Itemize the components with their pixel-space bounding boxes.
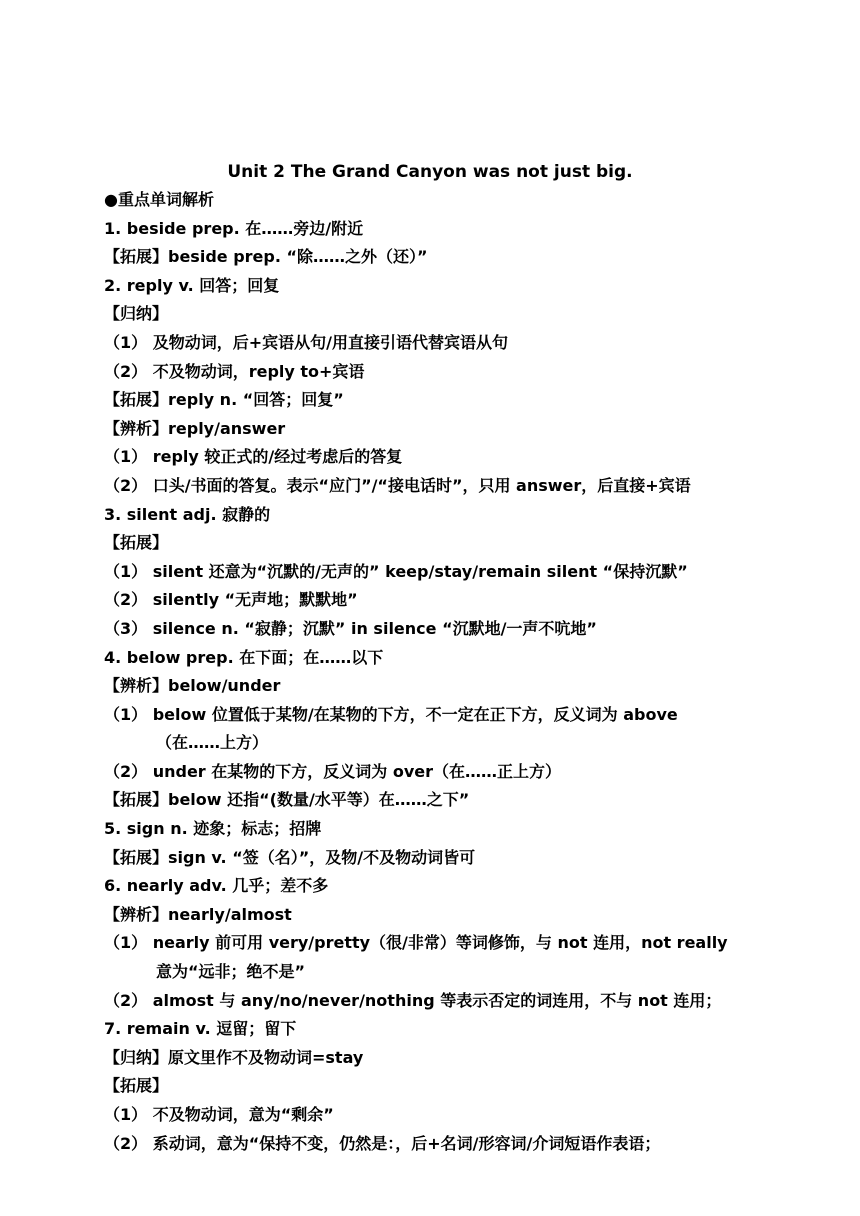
text-line: 4. below prep. 在下面；在……以下: [104, 647, 384, 667]
text-line: 【辨析】reply/answer: [104, 418, 286, 438]
text-line: （1） 不及物动词，意为“剩余”: [104, 1105, 334, 1124]
text-line: 【归纳】: [104, 304, 169, 324]
text-line: （2） 系动词，意为“保持不变，仍然是：，后+名词/形容词/介词短语作表语；: [104, 1133, 661, 1153]
text-line: 【辨析】nearly/almost: [104, 904, 292, 924]
text-line: 【拓展】reply n. “回答；回复”: [104, 390, 344, 410]
text-line: （在……上方）: [156, 733, 269, 753]
text-line: 意为“远非；绝不是”: [156, 962, 306, 982]
text-line: （1） silent 还意为“沉默的/无声的” keep/stay/remain silent “保持沉默”: [104, 561, 688, 581]
text-line: 2. reply v. 回答；回复: [104, 275, 280, 295]
text-line: （2） almost 与 any/no/never/nothing 等表示否定的词连用，不与 not 连用；: [104, 990, 722, 1010]
text-line: 【拓展】below 还指“(数量/水平等）在……之下”: [104, 790, 470, 810]
text-line: （2） silently “无声地；默默地”: [104, 590, 358, 610]
text-line: 【拓展】: [104, 533, 169, 553]
text-line: 7. remain v. 逗留；留下: [104, 1019, 297, 1039]
text-line: ●重点单词解析: [104, 190, 214, 209]
text-line: （2） 不及物动词，reply to+宾语: [104, 361, 365, 381]
text-line: 【归纳】原文里作不及物动词=stay: [104, 1047, 364, 1067]
text-line: 6. nearly adv. 几乎；差不多: [104, 876, 329, 896]
text-line: （1） 及物动词，后+宾语从句/用直接引语代替宾语从句: [104, 332, 508, 352]
text-line: 5. sign n. 迹象；标志；招牌: [104, 819, 322, 839]
text-line: （3） silence n. “寂静；沉默” in silence “沉默地/一声不吭地”: [104, 618, 597, 638]
text-line: （1） reply 较正式的/经过考虑后的答复: [104, 447, 403, 467]
text-line: 【辨析】below/under: [104, 676, 281, 696]
text-line: （1） nearly 前可用 very/pretty（很/非常）等词修饰，与 not 连用，not really: [104, 933, 728, 953]
text-line: 1. beside prep. 在……旁边/附近: [104, 218, 364, 238]
text-line: 3. silent adj. 寂静的: [104, 504, 271, 524]
text-line: 【拓展】beside prep. “除……之外（还）”: [104, 247, 428, 267]
text-line: （2） 口头/书面的答复。表示“应门”/“接电话时”，只用 answer，后直接+宾语: [104, 475, 691, 495]
text-line: 【拓展】sign v. “签（名）”，及物/不及物动词皆可: [104, 847, 476, 867]
text-line: 【拓展】: [104, 1076, 169, 1096]
page-title: Unit 2 The Grand Canyon was not just big.: [227, 162, 633, 182]
content-lines: [104, 186, 824, 1158]
text-line: （1） below 位置低于某物/在某物的下方，不一定在正下方，反义词为 above: [104, 704, 678, 724]
text-line: （2） under 在某物的下方，反义词为 over（在……正上方）: [104, 761, 561, 781]
